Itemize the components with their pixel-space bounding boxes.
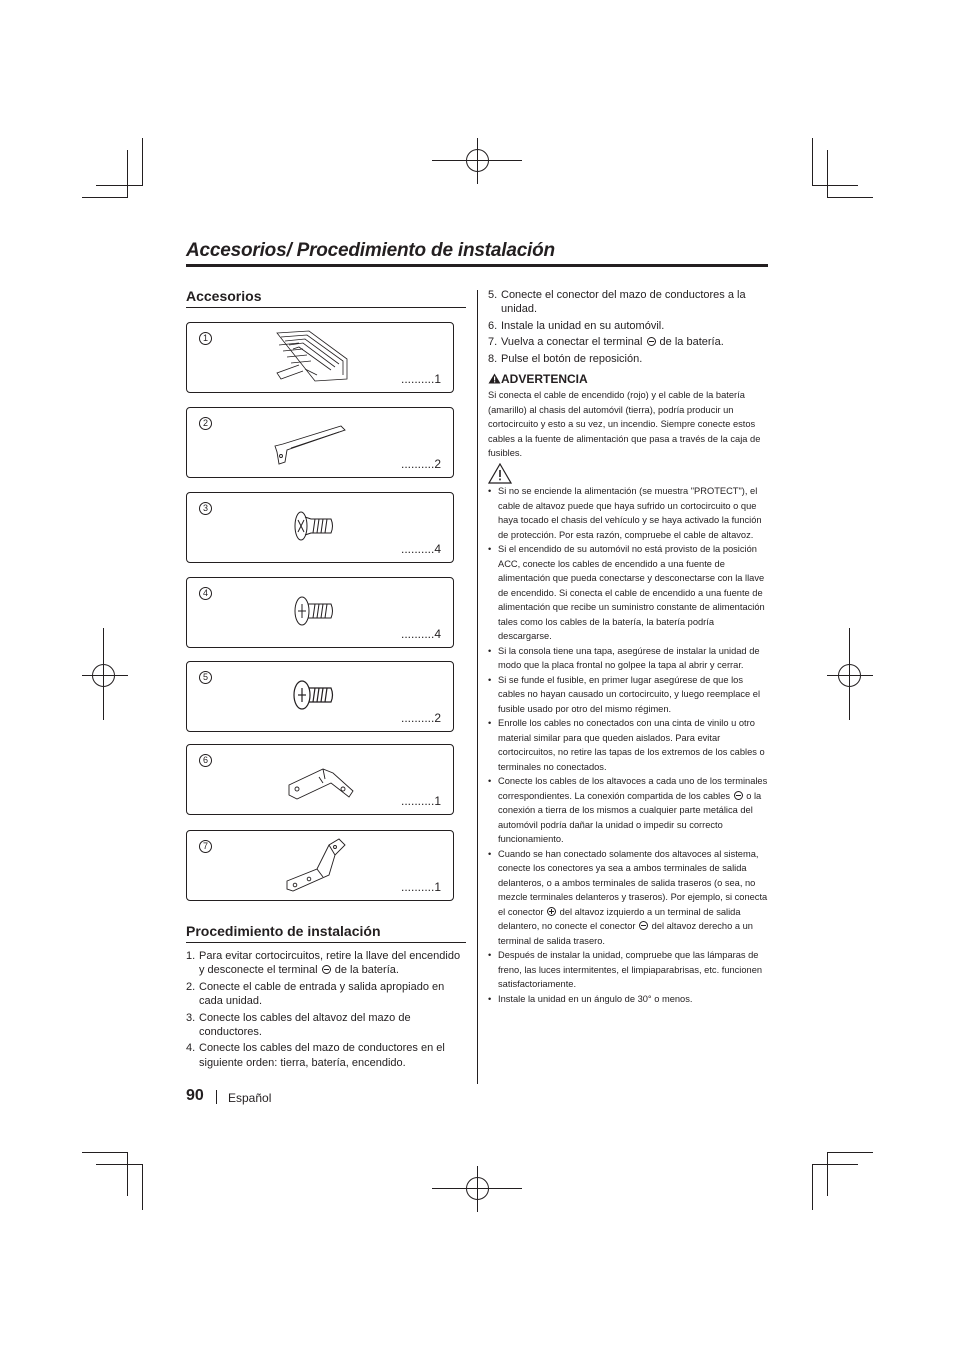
warning-text: Si conecta el cable de encendido (rojo) y el cable de la batería (amarillo) al chasis del automóvil (tierra), podría producir un cortocircuito y esto a su vez, un incendio. Siempre conecte estos cables a la fuente de alimentación que pasa a través de la caja de fusibles. (488, 390, 761, 458)
item-quantity: ..........1 (400, 372, 441, 386)
list-item (488, 319, 770, 333)
minus-terminal-icon (639, 921, 648, 930)
caution-text: Cuando se han conectado solamente dos altavoces al sistema, conecte los conectores ya sea a ambos terminales de salida delanteros, o a ambos terminales de salida traseros (o sea, no mezcle terminales delanteros y traseros). Por ejemplo, si conecta el conector (498, 848, 768, 917)
caution-text: Enrolle los cables no conectados con una cinta de vinilo u otro material similar para que queden aislados. Para evitar cortocircuitos, no retire las tapas de los extremos de los cables o terminales no conectados. (498, 718, 765, 772)
warning-heading (488, 372, 588, 386)
caution-text: Si se funde el fusible, en primer lugar asegúrese de que los cables no hayan causado un cortocircuito, y luego reemplace el fusible usado por otro del mismo régimen. (498, 674, 761, 714)
footer-separator (216, 1090, 217, 1104)
item-quantity: ..........4 (400, 627, 441, 641)
caution-text: Si el encendido de su automóvil no está provisto de la posición ACC, conecte los cables de encendido a una fuente de alimentación que pueda conectarse y desconectarse con la llave de encendido. Si conecta el cable de encendido a una fuente de alimentación que recibe un suministro constante de alimentación tales como los cables de la batería, la batería podría descargarse. (498, 544, 765, 641)
step-number: 5. (488, 289, 498, 301)
caution-text: del altavoz derecho a un terminal de salida trasero. (498, 921, 753, 946)
caution-triangle-icon (488, 463, 512, 484)
installation-rule (186, 942, 466, 943)
extraction-key-icon (271, 422, 351, 468)
caution-text: o la conexión a tierra de los mismos a cualquier parte metálica del automóvil podría dañar la unidad o impedir su correcto funcionamiento. (498, 790, 762, 844)
caution-text: Si no se enciende la alimentación (se muestra "PROTECT"), el cable de altavoz puede que haya sufrido un cortocircuito o que haya tocado el chasis del vehículo y se haya activado la función de protección. Por esta razón, compruebe el cable de altavoz. (498, 486, 762, 540)
minus-terminal-icon (734, 791, 743, 800)
list-item (488, 847, 770, 949)
step-text: Para evitar cortocircuitos, retire la llave del encendido y desconecte el terminal (199, 950, 461, 977)
list-item (186, 949, 468, 978)
step-text: Conecte el cable de entrada y salida apropiado en cada unidad. (199, 980, 445, 1008)
list-item (488, 716, 770, 774)
step-number: 1. (186, 950, 196, 962)
item-quantity: ..........1 (400, 880, 441, 894)
list-item (488, 352, 770, 366)
step-number: 7. (488, 336, 498, 349)
title-rule (186, 264, 768, 267)
caution-text: Instale la unidad en un ángulo de 30° o menos. (498, 993, 693, 1004)
minus-terminal-icon (322, 965, 331, 974)
caution-list (488, 484, 770, 1006)
step-text: de la batería. (656, 336, 724, 349)
accessory-item (186, 661, 454, 732)
large-bracket-icon (283, 835, 355, 897)
caution-text: Después de instalar la unidad, compruebe que las lámparas de freno, las luces intermitentes, el limpiaparabrisas, etc. funcionen satisfactoriamente. (498, 950, 763, 989)
step-number: 4. (186, 1042, 196, 1055)
list-item (488, 288, 770, 317)
accessory-item (186, 322, 454, 393)
pan-head-screw-icon (291, 592, 335, 632)
list-item (488, 992, 770, 1007)
step-number: 6. (488, 319, 498, 332)
installation-steps-right (488, 288, 770, 368)
step-number: 8. (488, 352, 498, 365)
item-quantity: ..........4 (400, 542, 441, 556)
truss-screw-icon (291, 676, 335, 716)
list-item (488, 948, 770, 992)
item-number: 6 (199, 754, 212, 767)
page-language: Español (228, 1091, 272, 1105)
accessories-heading: Accesorios (186, 288, 262, 304)
step-text: Conecte los cables del mazo de conductores en el siguiente orden: tierra, batería, encendido. (199, 1042, 445, 1069)
flat-head-screw-icon (291, 507, 335, 547)
step-number: 3. (186, 1011, 196, 1024)
installation-steps-left (186, 949, 468, 1072)
minus-terminal-icon (647, 337, 656, 346)
item-number: 1 (199, 332, 212, 345)
item-number: 2 (199, 417, 212, 430)
step-text: Vuelva a conectar el terminal (501, 336, 646, 349)
list-item (488, 484, 770, 542)
item-quantity: ..........2 (400, 711, 441, 725)
step-text: Conecte los cables del altavoz del mazo de conductores. (199, 1011, 411, 1039)
list-item (186, 980, 468, 1009)
list-item (186, 1011, 468, 1040)
page-number: 90 (186, 1087, 204, 1104)
accessory-item (186, 407, 454, 478)
column-divider (477, 290, 478, 1084)
accessory-item (186, 577, 454, 648)
list-item (488, 335, 770, 349)
accessory-item (186, 744, 454, 815)
warning-triangle-icon (488, 373, 501, 384)
step-text: Conecte el conector del mazo de conductores a la unidad. (501, 289, 746, 316)
item-quantity: ..........1 (400, 794, 441, 808)
accessory-item (186, 830, 454, 901)
list-item (488, 774, 770, 847)
list-item (186, 1041, 468, 1070)
plus-terminal-icon (547, 907, 556, 916)
step-text: Pulse el botón de reposición. (501, 352, 643, 365)
item-number: 4 (199, 587, 212, 600)
item-number: 3 (199, 502, 212, 515)
caution-text: Conecte los cables de los altavoces a cada uno de los terminales correspondientes. La conexión compartida de los cables (498, 776, 768, 801)
item-number: 5 (199, 671, 212, 684)
step-number: 2. (186, 980, 196, 993)
wiring-harness-icon (269, 329, 351, 385)
list-item (488, 644, 770, 673)
warning-heading-text: ADVERTENCIA (501, 372, 588, 386)
list-item (488, 673, 770, 717)
caution-text: Si la consola tiene una tapa, asegúrese de instalar la unidad de modo que la placa frontal no golpee la tapa al abrir y cerrar. (498, 645, 760, 670)
item-quantity: ..........2 (400, 457, 441, 471)
list-item (488, 542, 770, 644)
page-title: Accesorios/ Procedimiento de instalación (186, 240, 555, 261)
installation-heading: Procedimiento de instalación (186, 923, 381, 939)
accessories-rule (186, 307, 466, 308)
small-bracket-icon (283, 759, 357, 805)
caution-text: del altavoz izquierdo a un terminal de salida delantero, no conecte el conector (498, 906, 741, 931)
step-text: de la batería. (331, 964, 399, 977)
step-text: Instale la unidad en su automóvil. (501, 319, 665, 332)
item-number: 7 (199, 840, 212, 853)
accessory-item (186, 492, 454, 563)
